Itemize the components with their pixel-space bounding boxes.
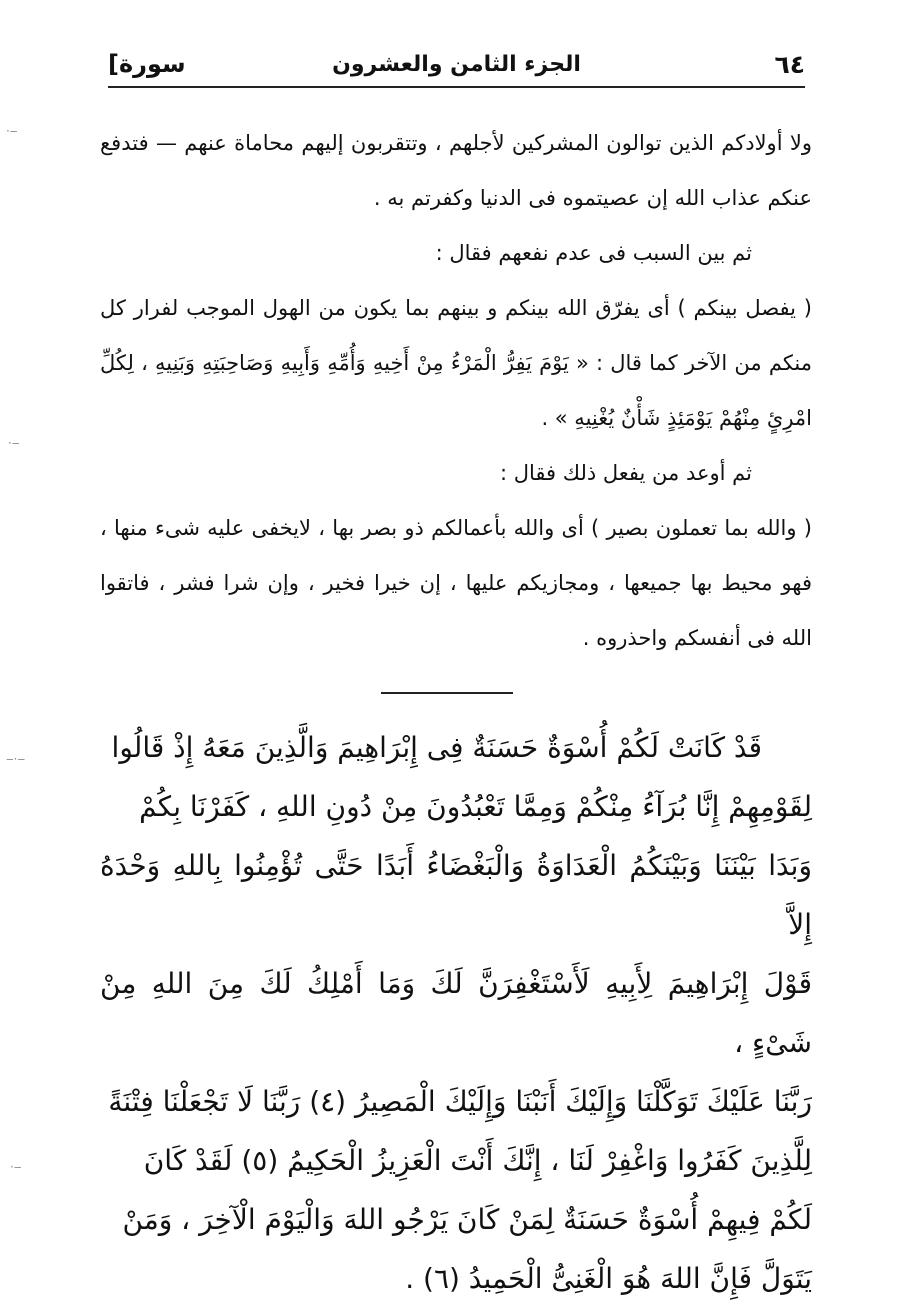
scan-speck: ·‒ <box>6 124 18 138</box>
quran-verses <box>100 718 812 1308</box>
running-title: الجزء الثامن والعشرون <box>332 52 581 77</box>
commentary-paragraph: ثم أوعد من يفعل ذلك فقال : <box>500 461 752 485</box>
verse-line: لَكُمْ فِيهِمْ أُسْوَةٌ حَسَنَةٌ لِمَنْ كَانَ يَرْجُو اللهَ وَالْيَوْمَ الْآخِرَ ، وَمَنْ <box>122 1203 812 1236</box>
commentary-paragraph: ثم بين السبب فى عدم نفعهم فقال : <box>435 241 752 265</box>
header-rule <box>108 86 805 88</box>
verse-line: لِقَوْمِهِمْ إِنَّا بُرَآءُ مِنْكُمْ وَمِمَّا تَعْبُدُونَ مِنْ دُونِ اللهِ ، كَفَرْنَا بِكُمْ <box>139 790 812 823</box>
verse-line: لِلَّذِينَ كَفَرُوا وَاغْفِرْ لَنَا ، إِنَّكَ أَنْتَ الْعَزِيزُ الْحَكِيمُ (٥) لَقَدْ كَانَ <box>143 1144 812 1177</box>
section-divider <box>381 692 513 694</box>
verse-line: يَتَوَلَّ فَإِنَّ اللهَ هُوَ الْغَنِىُّ الْحَمِيدُ (٦) . <box>405 1262 812 1295</box>
commentary-section <box>100 116 812 666</box>
commentary-paragraph: ( والله بما تعملون بصير ) أى والله بأعمالكم ذو بصر بها ، لايخفى عليه شىء منها ، فهو محيط بها جميعها ، ومجازيكم عليها ، إن خيرا فخير ، وإن شرا فشر ، فاتقوا الله فى أنفسكم واحذروه . <box>100 516 812 650</box>
surah-label: [سورة <box>108 50 186 78</box>
page-number: ٦٤ <box>774 50 805 79</box>
verse-line: رَبَّنَا عَلَيْكَ تَوَكَّلْنَا وَإِلَيْكَ أَنَبْنَا وَإِلَيْكَ الْمَصِيرُ (٤) رَبَّنَا لَا تَجْعَلْنَا فِتْنَةً <box>108 1085 812 1118</box>
commentary-paragraph: ولا أولادكم الذين توالون المشركين لأجلهم ، وتتقربون إليهم محاماة عنهم — فتدفع عنكم عذاب الله إن عصيتموه فى الدنيا وكفرتم به . <box>100 131 812 210</box>
verse-line: وَبَدَا بَيْنَنَا وَبَيْنَكُمُ الْعَدَاوَةُ وَالْبَغْضَاءُ أَبَدًا حَتَّى تُؤْمِنُوا بِاللهِ وَحْدَهُ إِلاَّ <box>100 849 812 941</box>
page-header <box>108 44 805 88</box>
verse-line: قَدْ كَانَتْ لَكُمْ أُسْوَةٌ حَسَنَةٌ فِى إِبْرَاهِيمَ وَالَّذِينَ مَعَهُ إِذْ قَالُوا <box>111 731 762 764</box>
scan-speck: ·‒ <box>10 1160 22 1174</box>
scan-speck: ·‒ <box>8 436 20 450</box>
scan-speck: ‒·‒ <box>6 752 26 766</box>
verse-line: قَوْلَ إِبْرَاهِيمَ لِأَبِيهِ لَأَسْتَغْفِرَنَّ لَكَ وَمَا أَمْلِكُ لَكَ مِنَ اللهِ مِنْ شَىْءٍ ، <box>100 967 812 1059</box>
commentary-paragraph: ( يفصل بينكم ) أى يفرّق الله بينكم و بينهم بما يكون من الهول الموجب لفرار كل منكم من الآخر كما قال : « يَوْمَ يَفِرُّ الْمَرْءُ مِنْ أَخِيهِ وَأُمِّهِ وَأَبِيهِ وَصَاحِبَتِهِ وَبَنِيهِ ، لِكُلِّ امْرِئٍ مِنْهُمْ يَوْمَئِذٍ شَأْنٌ يُغْنِيهِ » . <box>100 296 812 430</box>
